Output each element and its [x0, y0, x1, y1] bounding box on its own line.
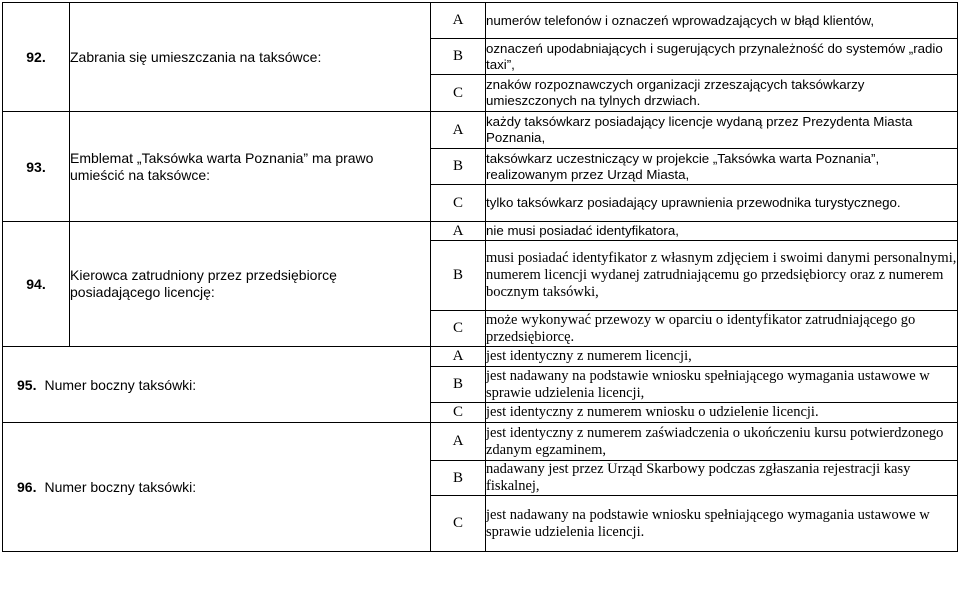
- option-letter: B: [431, 149, 486, 185]
- question-row: [3, 222, 958, 241]
- question-number: 96.: [17, 479, 37, 495]
- option-letter: B: [431, 461, 486, 496]
- question-cell: [3, 423, 431, 552]
- option-letter: C: [431, 403, 486, 423]
- option-text: nie musi posiadać identyfikatora,: [486, 222, 958, 241]
- question-row: [3, 112, 958, 149]
- option-text: jest nadawany na podstawie wniosku spełniającego wymagania ustawowe w sprawie udzielenia licencji,: [486, 367, 958, 403]
- question-row: [3, 3, 958, 39]
- question-number: 93.: [3, 112, 70, 222]
- question-text: Numer boczny taksówki:: [44, 479, 197, 495]
- option-text: jest identyczny z numerem licencji,: [486, 347, 958, 367]
- option-text: jest identyczny z numerem wniosku o udzielenie licencji.: [486, 403, 958, 423]
- option-text: musi posiadać identyfikator z własnym zdjęciem i swoimi danymi personalnymi, numerem licencji wydanej zatrudniającemu go przedsiębiorcy oraz z numerem bocznym taksówki,: [486, 241, 958, 311]
- option-letter: A: [431, 112, 486, 149]
- question-text: Kierowca zatrudniony przez przedsiębiorcę posiadającego licencję:: [70, 222, 431, 347]
- question-text: Numer boczny taksówki:: [44, 376, 197, 393]
- question-text: Zabrania się umieszczania na taksówce:: [70, 3, 431, 112]
- option-letter: B: [431, 367, 486, 403]
- option-text: taksówkarz uczestniczący w projekcie „Taksówka warta Poznania”, realizowanym przez Urząd Miasta,: [486, 149, 958, 185]
- option-letter: C: [431, 496, 486, 552]
- option-text: jest identyczny z numerem zaświadczenia o ukończeniu kursu potwierdzonego zdanym egzaminem,: [486, 423, 958, 461]
- option-text: nadawany jest przez Urząd Skarbowy podczas zgłaszania rejestracji kasy fiskalnej,: [486, 461, 958, 496]
- option-text: znaków rozpoznawczych organizacji zrzeszających taksówkarzy umieszczonych na tylnych drzwiach.: [486, 75, 958, 112]
- option-letter: A: [431, 423, 486, 461]
- option-text: numerów telefonów i oznaczeń wprowadzających w błąd klientów,: [486, 3, 958, 39]
- quiz-table: [2, 2, 958, 552]
- option-text: może wykonywać przewozy w oparciu o identyfikator zatrudniającego go przedsiębiorcę.: [486, 311, 958, 347]
- option-letter: C: [431, 311, 486, 347]
- option-letter: C: [431, 185, 486, 222]
- option-letter: B: [431, 39, 486, 75]
- option-text: jest nadawany na podstawie wniosku spełniającego wymagania ustawowe w sprawie udzielenia licencji.: [486, 496, 958, 552]
- option-letter: A: [431, 222, 486, 241]
- option-text: oznaczeń upodabniających i sugerujących przynależność do systemów „radio taxi”,: [486, 39, 958, 75]
- question-number: 92.: [3, 3, 70, 112]
- option-text: tylko taksówkarz posiadający uprawnienia przewodnika turystycznego.: [486, 185, 958, 222]
- question-number: 94.: [3, 222, 70, 347]
- option-letter: C: [431, 75, 486, 112]
- option-letter: B: [431, 241, 486, 311]
- question-text: Emblemat „Taksówka warta Poznania” ma prawo umieścić na taksówce:: [70, 112, 431, 222]
- option-letter: A: [431, 347, 486, 367]
- option-text: każdy taksówkarz posiadający licencje wydaną przez Prezydenta Miasta Poznania,: [486, 112, 958, 149]
- question-row: [3, 347, 958, 367]
- question-cell: [3, 347, 431, 423]
- question-row: [3, 423, 958, 461]
- option-letter: A: [431, 3, 486, 39]
- question-number: 95.: [17, 376, 37, 393]
